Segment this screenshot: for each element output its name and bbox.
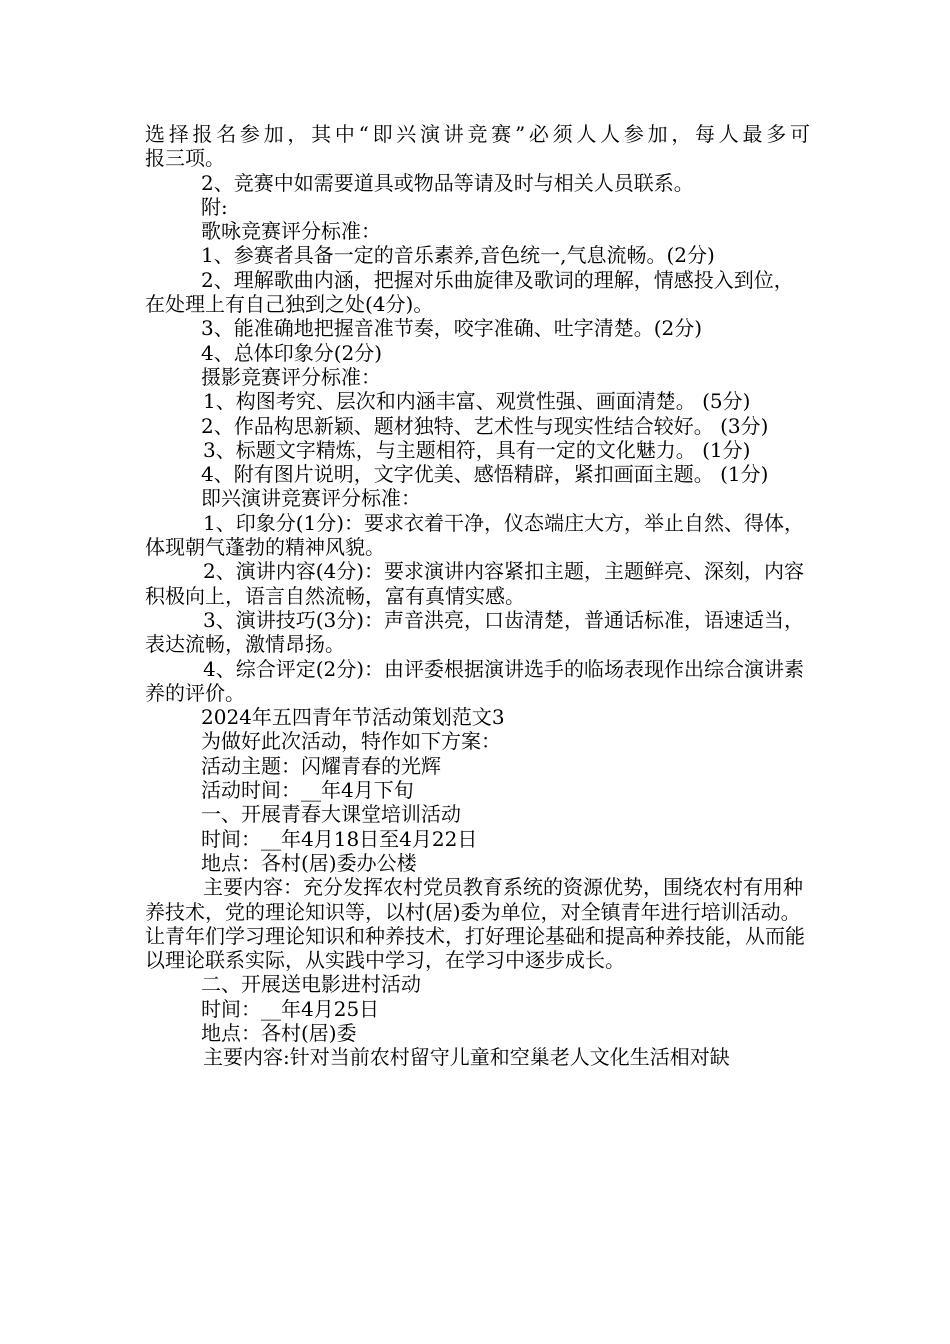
heading-speech-criteria: 即兴演讲竞赛评分标准： (201, 486, 421, 511)
paragraph-note-2: 2、竞赛中如需要道具或物品等请及时与相关人员联系。 (201, 170, 694, 195)
activity-time: 活动时间：__年4月下旬 (201, 778, 414, 803)
heading-youth-classroom: 一、开展青春大课堂培训活动 (201, 802, 461, 827)
appendix-label: 附: (201, 194, 228, 219)
document-body (145, 122, 810, 1070)
photography-criterion-1: 1、构图考究、层次和内涵丰富、观赏性强、画面清楚。 (5分) (203, 389, 751, 414)
speech-criterion-1: 1、印象分(1分)：要求衣着干净，仪态端庄大方，举止自然、得体，体现朝气蓬勃的精神风貌。 (145, 510, 805, 560)
youth-classroom-location: 地点：各村(居)委办公楼 (201, 850, 417, 875)
heading-photography-criteria: 摄影竞赛评分标准： (201, 364, 381, 389)
speech-criterion-2: 2、演讲内容(4分)：要求演讲内容紧扣主题，主题鲜亮、深刻，内容积极向上，语言自然流畅，富有真情实感。 (145, 559, 805, 608)
youth-classroom-time: 时间：__年4月18日至4月22日 (201, 826, 478, 851)
movie-activity-time: 时间：__年4月25日 (201, 996, 380, 1021)
heading-movie-activity: 二、开展送电影进村活动 (201, 972, 421, 997)
speech-criterion-3: 3、演讲技巧(3分)：声音洪亮，口齿清楚，普通话标准，语速适当，表达流畅，激情昂扬。 (145, 607, 805, 657)
singing-criterion-4: 4、总体印象分(2分) (201, 340, 383, 365)
section-title-plan-3: 2024年五四青年节活动策划范文3 (201, 705, 505, 730)
plan-intro: 为做好此次活动，特作如下方案： (201, 729, 501, 754)
singing-criterion-3: 3、能准确地把握音准节奏，咬字准确、吐字清楚。(2分) (201, 316, 703, 341)
paragraph-continuation-end: 报三项。 (145, 146, 225, 171)
photography-criterion-3: 3、标题文字精炼，与主题相符，具有一定的文化魅力。 (1分) (203, 437, 751, 462)
speech-criterion-4: 4、综合评定(2分)：由评委根据演讲选手的临场表现作出综合演讲素养的评价。 (145, 656, 805, 705)
youth-classroom-content: 主要内容：充分发挥农村党员教育系统的资源优势，围绕农村有用种养技术，党的理论知识等，以村(居)委为单位，对全镇青年进行培训活动。让青年们学习理论知识和种养技术，打好理论基础和提高种养技能，从而能以理论联系实际，从实践中学习，在学习中逐步成长。 (145, 875, 805, 973)
heading-singing-criteria: 歌咏竞赛评分标准： (201, 219, 381, 244)
singing-criterion-2: 2、理解歌曲内涵，把握对乐曲旋律及歌词的理解，情感投入到位，在处理上有自己独到之处(4分)。 (145, 267, 794, 317)
paragraph-continuation: 选择报名参加，其中“即兴演讲竞赛”必须人人参加，每人最多可 (145, 122, 810, 146)
photography-criterion-4: 4、附有图片说明，文字优美、感悟精辟，紧扣画面主题。 (1分) (201, 462, 769, 487)
singing-criterion-1: 1、参赛者具备一定的音乐素养,音色统一,气息流畅。(2分) (201, 243, 715, 268)
photography-criterion-2: 2、作品构思新颖、题材独特、艺术性与现实性结合较好。 (3分) (201, 413, 769, 438)
activity-theme: 活动主题：闪耀青春的光辉 (201, 753, 441, 778)
movie-activity-content: 主要内容:针对当前农村留守儿童和空巢老人文化生活相对缺 (203, 1045, 730, 1070)
movie-activity-location: 地点：各村(居)委 (201, 1020, 357, 1045)
